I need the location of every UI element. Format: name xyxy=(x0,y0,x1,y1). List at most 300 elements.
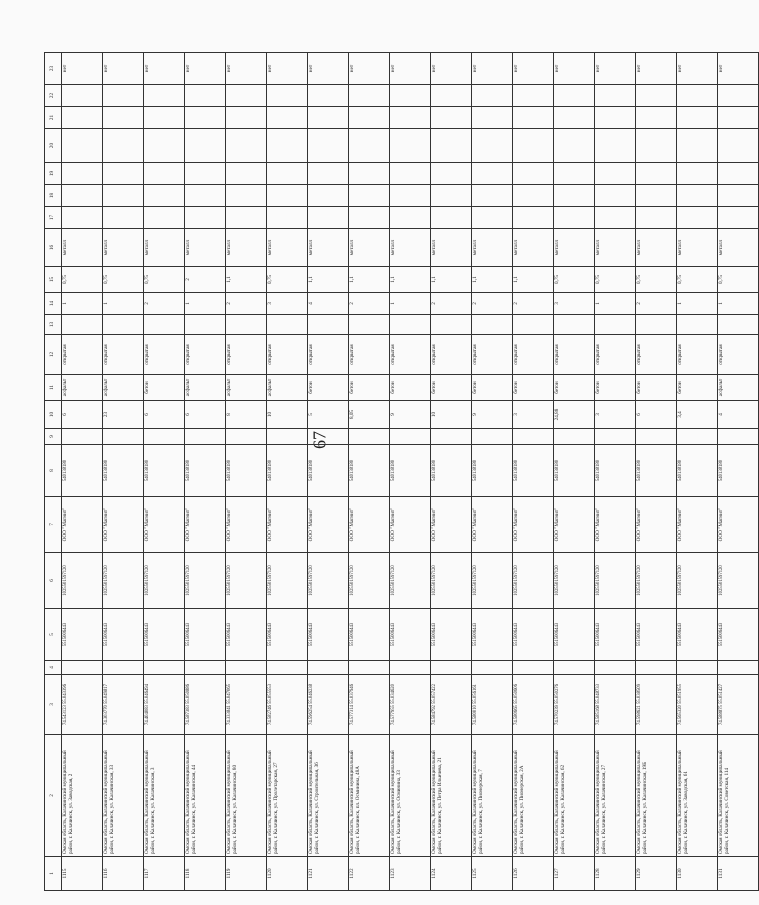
table-cell: 6 xyxy=(636,401,677,429)
table-cell: 4 xyxy=(308,293,349,315)
table-cell: Омская область, Калачинский муниципальный район, г. Калачинск, ул. Заводская, 2 xyxy=(62,735,103,857)
column-header: 3 xyxy=(45,675,62,735)
table-cell: ООО "Магнит" xyxy=(349,497,390,553)
table-cell: 74.580010 55.056161 xyxy=(472,675,513,735)
table-cell: 74.577314 55.037946 xyxy=(349,675,390,735)
table-cell: 1,1 xyxy=(472,267,513,293)
table-cell xyxy=(185,661,226,675)
table-cell: 3 xyxy=(595,401,636,429)
column-header: 14 xyxy=(45,293,62,315)
column-header: 17 xyxy=(45,207,62,229)
table-cell: 1025501597120 xyxy=(226,553,267,609)
table-cell: 1121 xyxy=(308,857,349,891)
table-cell xyxy=(103,315,144,335)
table-cell: 74.333841 55.047065 xyxy=(226,675,267,735)
table-cell xyxy=(472,163,513,185)
table-row xyxy=(185,53,226,891)
table-cell: нет xyxy=(62,53,103,85)
table-cell: открытая xyxy=(267,335,308,375)
table-cell: ООО "Магнит" xyxy=(144,497,185,553)
table-cell: нет xyxy=(472,53,513,85)
table-body xyxy=(62,53,759,891)
table-cell xyxy=(144,207,185,229)
table-cell: 5515006443 xyxy=(472,609,513,661)
table-cell xyxy=(308,185,349,207)
column-header: 16 xyxy=(45,229,62,267)
table-cell: 10 xyxy=(431,401,472,429)
table-cell xyxy=(62,107,103,129)
table-cell xyxy=(390,107,431,129)
table-cell: металл xyxy=(554,229,595,267)
table-cell: Омская область, Калачинский муниципальный район, г. Калачинск, ул. Калачинская, 19Б xyxy=(636,735,677,857)
table-cell xyxy=(718,107,759,129)
table-cell: открытая xyxy=(103,335,144,375)
table-cell xyxy=(595,107,636,129)
table-cell xyxy=(718,207,759,229)
table-cell xyxy=(636,429,677,445)
table-cell xyxy=(636,85,677,107)
table-cell: 5515006443 xyxy=(513,609,554,661)
table-cell: нет xyxy=(349,53,390,85)
table-cell: 23 xyxy=(103,401,144,429)
table-cell: 540138180 xyxy=(513,445,554,497)
table-cell: ООО "Магнит" xyxy=(62,497,103,553)
table-cell xyxy=(677,315,718,335)
table-cell: металл xyxy=(513,229,554,267)
column-header: 22 xyxy=(45,85,62,107)
table-cell: металл xyxy=(595,229,636,267)
table-cell xyxy=(677,661,718,675)
table-cell xyxy=(513,661,554,675)
table-cell xyxy=(390,163,431,185)
table-cell: 2 xyxy=(144,293,185,315)
table-cell xyxy=(554,207,595,229)
table-cell: 540138180 xyxy=(144,445,185,497)
table-cell xyxy=(308,129,349,163)
table-cell: Омская область, Калачинский муниципальный район, г. Калачинск, ул. Пионерская, 2А xyxy=(513,735,554,857)
table-cell: 1025501597120 xyxy=(677,553,718,609)
table-cell: ООО "Магнит" xyxy=(677,497,718,553)
table-cell: 6 xyxy=(144,401,185,429)
table-cell xyxy=(308,661,349,675)
table-cell xyxy=(144,185,185,207)
table-cell: 1025501597120 xyxy=(103,553,144,609)
table-row xyxy=(472,53,513,891)
table-cell xyxy=(677,107,718,129)
table-cell xyxy=(349,107,390,129)
table-cell: открытая xyxy=(308,335,349,375)
column-header: 18 xyxy=(45,185,62,207)
column-header: 15 xyxy=(45,267,62,293)
table-cell: 1 xyxy=(390,293,431,315)
table-cell xyxy=(554,107,595,129)
table-cell xyxy=(718,315,759,335)
table-cell xyxy=(390,315,431,335)
table-cell xyxy=(431,429,472,445)
table-cell xyxy=(472,107,513,129)
table-cell xyxy=(718,661,759,675)
column-header: 9 xyxy=(45,429,62,445)
table-cell xyxy=(226,107,267,129)
table-cell: 5515006443 xyxy=(431,609,472,661)
table-cell: металл xyxy=(677,229,718,267)
table-cell: 1025501597120 xyxy=(472,553,513,609)
table-cell: 0,75 xyxy=(636,267,677,293)
table-cell xyxy=(267,129,308,163)
table-cell: 1119 xyxy=(226,857,267,891)
table-cell: ООО "Магнит" xyxy=(595,497,636,553)
table-cell xyxy=(595,129,636,163)
table-cell xyxy=(595,185,636,207)
table-cell: асфальт xyxy=(226,375,267,401)
table-cell xyxy=(62,129,103,163)
table-cell: 540138180 xyxy=(267,445,308,497)
table-cell: металл xyxy=(636,229,677,267)
table-cell: 1130 xyxy=(677,857,718,891)
table-cell xyxy=(431,85,472,107)
table-cell xyxy=(513,107,554,129)
table-cell xyxy=(103,185,144,207)
table-cell: 3 xyxy=(554,293,595,315)
table-cell xyxy=(513,85,554,107)
table-cell xyxy=(554,185,595,207)
table-cell xyxy=(513,207,554,229)
table-cell: ООО "Магнит" xyxy=(554,497,595,553)
table-row xyxy=(677,53,718,891)
table-cell xyxy=(554,661,595,675)
table-cell xyxy=(308,429,349,445)
table-cell: Омская область, Калачинский муниципальный район, г. Калачинск, ул. Калачинская, 62 xyxy=(554,735,595,857)
table-cell: металл xyxy=(431,229,472,267)
table-cell xyxy=(513,315,554,335)
table-cell xyxy=(554,85,595,107)
table-cell xyxy=(349,185,390,207)
table-cell xyxy=(677,185,718,207)
table-cell: асфальт xyxy=(718,375,759,401)
table-cell: ООО "Магнит" xyxy=(718,497,759,553)
table-cell xyxy=(103,129,144,163)
table-cell: ООО "Магнит" xyxy=(185,497,226,553)
table-cell: 5515006443 xyxy=(144,609,185,661)
column-header: 8 xyxy=(45,445,62,497)
table-cell xyxy=(308,315,349,335)
table-cell: 1025501597120 xyxy=(513,553,554,609)
table-cell xyxy=(185,107,226,129)
table-cell xyxy=(390,129,431,163)
table-cell: 5515006443 xyxy=(390,609,431,661)
table-cell: 5515006443 xyxy=(718,609,759,661)
table-cell: 1120 xyxy=(267,857,308,891)
table-cell: нет xyxy=(677,53,718,85)
table-cell: Омская область, Калачинский муниципальный район, г. Калачинск, ул. Петра Ильичева, 21 xyxy=(431,735,472,857)
table-cell: открытая xyxy=(185,335,226,375)
table-cell: металл xyxy=(349,229,390,267)
table-cell: нет xyxy=(226,53,267,85)
table-cell xyxy=(103,107,144,129)
table-row xyxy=(390,53,431,891)
table-cell: 2 xyxy=(636,293,677,315)
table-cell xyxy=(595,661,636,675)
table-cell xyxy=(390,661,431,675)
table-cell: 1125 xyxy=(472,857,513,891)
table-cell xyxy=(349,661,390,675)
table-cell: 1117 xyxy=(144,857,185,891)
table-cell: 540138180 xyxy=(554,445,595,497)
table-cell xyxy=(431,207,472,229)
table-cell xyxy=(144,163,185,185)
column-header: 21 xyxy=(45,107,62,129)
table-cell: 540138180 xyxy=(472,445,513,497)
table-cell: 540138180 xyxy=(308,445,349,497)
table-cell: открытая xyxy=(677,335,718,375)
table-cell: 0,75 xyxy=(554,267,595,293)
table-cell xyxy=(718,85,759,107)
table-cell xyxy=(431,107,472,129)
column-header: 2 xyxy=(45,735,62,857)
table-cell: 540138180 xyxy=(103,445,144,497)
table-cell: металл xyxy=(185,229,226,267)
table-cell xyxy=(472,661,513,675)
table-cell: 5515006443 xyxy=(554,609,595,661)
column-header: 20 xyxy=(45,129,62,163)
table-cell: 5515006443 xyxy=(595,609,636,661)
table-cell xyxy=(718,163,759,185)
table-cell: 2 xyxy=(431,293,472,315)
table-cell: 5515006443 xyxy=(226,609,267,661)
table-cell xyxy=(554,315,595,335)
table-cell: открытая xyxy=(472,335,513,375)
table-cell: 74.596254 55.046238 xyxy=(308,675,349,735)
table-cell: 74.303770 55.049817 xyxy=(103,675,144,735)
table-cell xyxy=(226,85,267,107)
table-row xyxy=(103,53,144,891)
table-cell: открытая xyxy=(144,335,185,375)
table-cell xyxy=(103,429,144,445)
table-cell xyxy=(144,107,185,129)
table-cell xyxy=(308,207,349,229)
table-cell xyxy=(62,429,103,445)
table-cell: бетон xyxy=(472,375,513,401)
table-cell xyxy=(267,107,308,129)
table-cell xyxy=(349,85,390,107)
table-cell: 2 xyxy=(513,293,554,315)
table-cell: 1123 xyxy=(390,857,431,891)
table-cell xyxy=(144,661,185,675)
table-cell: асфальт xyxy=(62,375,103,401)
table-cell: 1025501597120 xyxy=(349,553,390,609)
table-cell: 6 xyxy=(62,401,103,429)
table-cell xyxy=(472,85,513,107)
table-cell xyxy=(390,85,431,107)
table-cell: металл xyxy=(226,229,267,267)
table-cell: 1025501597120 xyxy=(390,553,431,609)
table-cell: открытая xyxy=(431,335,472,375)
table-cell xyxy=(513,185,554,207)
rotated-register-table xyxy=(44,53,730,891)
table-cell xyxy=(144,85,185,107)
table-cell xyxy=(103,85,144,107)
table-cell: нет xyxy=(718,53,759,85)
table-cell: 1 xyxy=(185,293,226,315)
table-cell xyxy=(267,661,308,675)
table-cell xyxy=(226,661,267,675)
table-cell: бетон xyxy=(308,375,349,401)
table-cell: 74.577955 55.034620 xyxy=(390,675,431,735)
table-cell: 1116 xyxy=(103,857,144,891)
table-cell: 1 xyxy=(718,293,759,315)
table-cell: 2 xyxy=(472,293,513,315)
table-cell: бетон xyxy=(554,375,595,401)
table-cell xyxy=(636,185,677,207)
table-cell: 1025501597120 xyxy=(308,553,349,609)
table-cell: нет xyxy=(554,53,595,85)
column-header: 10 xyxy=(45,401,62,429)
table-cell xyxy=(226,429,267,445)
table-cell: 540138180 xyxy=(677,445,718,497)
table-cell: 0,75 xyxy=(62,267,103,293)
table-row xyxy=(349,53,390,891)
table-cell xyxy=(62,85,103,107)
table-cell: 0,75 xyxy=(677,267,718,293)
table-cell xyxy=(431,185,472,207)
table-cell: 540138180 xyxy=(636,445,677,497)
table-cell: металл xyxy=(103,229,144,267)
table-cell xyxy=(62,163,103,185)
page-number: 67 xyxy=(309,431,330,449)
table-cell: 5515006443 xyxy=(185,609,226,661)
table-cell xyxy=(185,207,226,229)
table-cell: 74.543123 55.043396 xyxy=(62,675,103,735)
table-cell: 2 xyxy=(349,293,390,315)
table-cell: 8 xyxy=(226,401,267,429)
table-cell: 1025501597120 xyxy=(431,553,472,609)
table-cell xyxy=(554,429,595,445)
table-cell: 2 xyxy=(226,293,267,315)
table-cell: металл xyxy=(267,229,308,267)
table-cell xyxy=(226,315,267,335)
table-cell: 1025501597120 xyxy=(718,553,759,609)
table-cell: 5515006443 xyxy=(349,609,390,661)
table-cell: Омская область, Калачинский муниципальный район, г. Калачинск, ул. Пролетарская, 27 xyxy=(267,735,308,857)
table-cell: ООО "Магнит" xyxy=(513,497,554,553)
table-cell xyxy=(554,163,595,185)
table-cell: открытая xyxy=(513,335,554,375)
table-cell: 1131 xyxy=(718,857,759,891)
table-row xyxy=(62,53,103,891)
table-row xyxy=(636,53,677,891)
table-cell xyxy=(185,315,226,335)
table-cell: 74.598621 55.038509 xyxy=(636,675,677,735)
table-cell: 1025501597120 xyxy=(595,553,636,609)
table-cell xyxy=(349,315,390,335)
table-cell xyxy=(349,129,390,163)
table-cell: Омская область, Калачинский муниципальный район, г. Калачинск, ул. Калачинская, 80 xyxy=(226,735,267,857)
table-cell: 74.587383 55.050886 xyxy=(185,675,226,735)
table-cell: 540138180 xyxy=(349,445,390,497)
column-header: 13 xyxy=(45,315,62,335)
table-cell: 1,1 xyxy=(390,267,431,293)
table-cell: Омская область, Калачинский муниципальный район, г. Калачинск, ул. Пионерская, 7 xyxy=(472,735,513,857)
table-cell: Омская область, Калачинский муниципальный район, г. Калачинск, ул. Осминина, 33 xyxy=(390,735,431,857)
table-cell: 0,75 xyxy=(103,267,144,293)
table-cell xyxy=(390,429,431,445)
table-cell: Омская область, Калачинский муниципальный район, г. Калачинск, ул. Калачинская, 27 xyxy=(595,735,636,857)
table-cell: 3 xyxy=(267,293,308,315)
table-cell: открытая xyxy=(226,335,267,375)
table-cell: ООО "Магнит" xyxy=(308,497,349,553)
table-cell: нет xyxy=(144,53,185,85)
table-row xyxy=(144,53,185,891)
table-cell: открытая xyxy=(62,335,103,375)
table-cell xyxy=(226,163,267,185)
table-cell: 1,1 xyxy=(349,267,390,293)
table-cell xyxy=(308,85,349,107)
table-cell xyxy=(62,207,103,229)
table-cell: ООО "Магнит" xyxy=(267,497,308,553)
table-cell: асфальт xyxy=(185,375,226,401)
table-cell: бетон xyxy=(677,375,718,401)
table-cell: бетон xyxy=(513,375,554,401)
table-cell: 5515006443 xyxy=(636,609,677,661)
table-cell: 1025501597120 xyxy=(554,553,595,609)
table-cell: 5515006443 xyxy=(103,609,144,661)
table-cell xyxy=(349,429,390,445)
table-cell xyxy=(267,429,308,445)
table-cell: 1025501597120 xyxy=(62,553,103,609)
table-cell: 74.580665 55.050606 xyxy=(513,675,554,735)
table-cell xyxy=(349,207,390,229)
table-cell: нет xyxy=(513,53,554,85)
table-cell: 24,88 xyxy=(554,401,595,429)
table-cell xyxy=(636,207,677,229)
table-cell xyxy=(226,129,267,163)
table-cell xyxy=(103,207,144,229)
table-cell: открытая xyxy=(554,335,595,375)
table-cell: 9 xyxy=(390,401,431,429)
table-cell: 1,1 xyxy=(431,267,472,293)
table-cell: 1 xyxy=(595,293,636,315)
table-cell: 3 xyxy=(513,401,554,429)
table-cell: 5515006443 xyxy=(62,609,103,661)
table-cell xyxy=(677,207,718,229)
table-cell: бетон xyxy=(390,375,431,401)
table-cell: бетон xyxy=(595,375,636,401)
table-cell: 5515006443 xyxy=(677,609,718,661)
table-cell xyxy=(636,107,677,129)
table-row xyxy=(431,53,472,891)
table-cell: открытая xyxy=(718,335,759,375)
table-cell: Омская область, Калачинский муниципальный район, г. Калачинск, ул. Калачинская, 33 xyxy=(103,735,144,857)
table-cell xyxy=(267,185,308,207)
table-cell: 1122 xyxy=(349,857,390,891)
table-cell xyxy=(267,207,308,229)
table-cell xyxy=(595,85,636,107)
table-cell xyxy=(226,207,267,229)
table-cell: 540138180 xyxy=(718,445,759,497)
table-cell: 1126 xyxy=(513,857,554,891)
table-cell: 74.585168 55.048733 xyxy=(595,675,636,735)
table-cell: 9 xyxy=(472,401,513,429)
table-row xyxy=(554,53,595,891)
table-cell: 1025501597120 xyxy=(636,553,677,609)
table-cell: 1 xyxy=(103,293,144,315)
table-cell: нет xyxy=(308,53,349,85)
table-cell xyxy=(308,107,349,129)
table-cell: 74.588875 55.051427 xyxy=(718,675,759,735)
table-cell xyxy=(472,429,513,445)
table-cell: нет xyxy=(103,53,144,85)
table-cell: бетон xyxy=(431,375,472,401)
